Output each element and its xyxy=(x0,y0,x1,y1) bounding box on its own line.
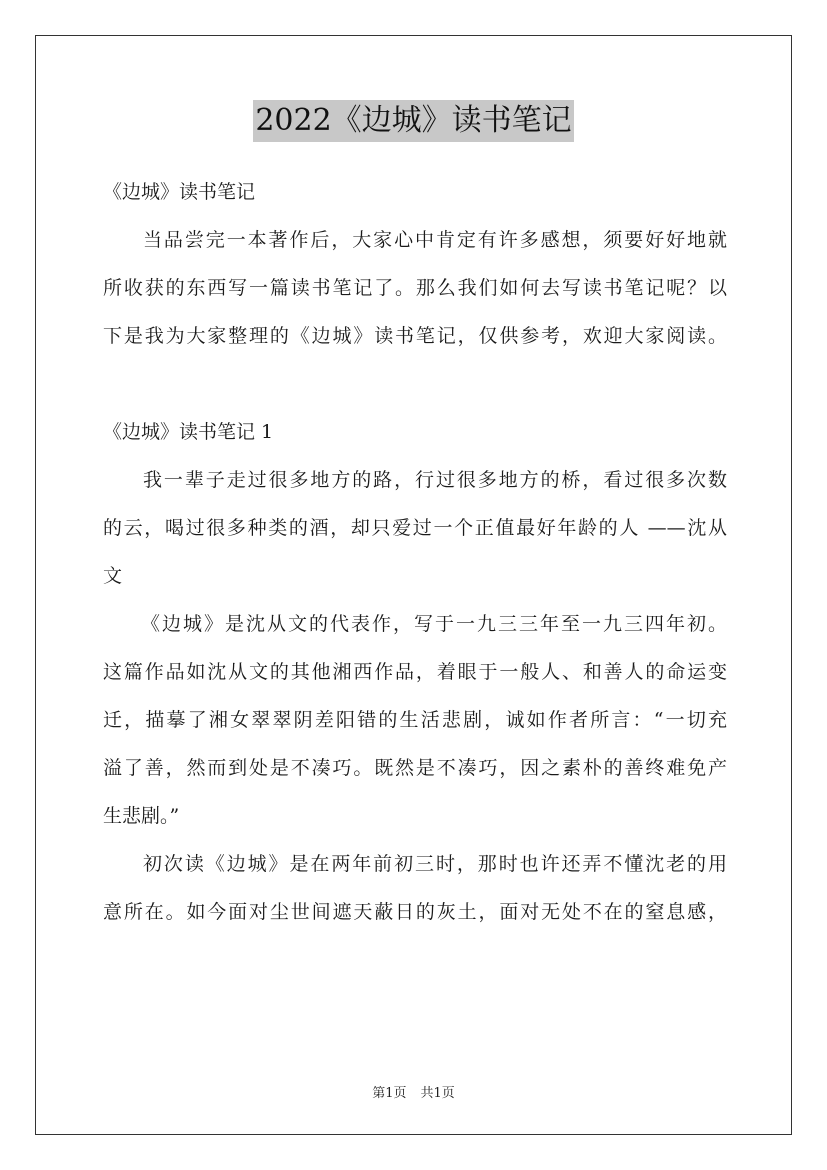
paragraph-gap xyxy=(103,360,727,408)
paragraph-line: 迁，描摹了湘女翠翠阴差阳错的生活悲剧，诚如作者所言：“一切充 xyxy=(103,709,727,731)
intro-line: 所收获的东西写一篇读书笔记了。那么我们如何去写读书笔记呢？以 xyxy=(103,277,727,299)
paragraph-line: 初次读《边城》是在两年前初三时，那时也许还弄不懂沈老的用 xyxy=(143,853,727,875)
intro-line: 下是我为大家整理的《边城》读书笔记，仅供参考，欢迎大家阅读。 xyxy=(103,325,727,347)
subtitle: 《边城》读书笔记 xyxy=(103,181,256,203)
paragraph-line: 生悲剧。” xyxy=(103,805,180,827)
document-body xyxy=(103,168,727,936)
paragraph-line: 《边城》是沈从文的代表作，写于一九三三年至一九三四年初。 xyxy=(141,613,727,635)
paragraph-line: 溢了善，然而到处是不凑巧。既然是不凑巧，因之素朴的善终难免产 xyxy=(103,757,727,779)
paragraph-line: 意所在。如今面对尘世间遮天蔽日的灰土，面对无处不在的窒息感， xyxy=(103,901,727,923)
section-heading: 《边城》读书笔记 1 xyxy=(103,421,274,443)
page-number: 第1页 xyxy=(372,1086,407,1101)
paragraph-line: 这篇作品如沈从文的其他湘西作品，着眼于一般人、和善人的命运变 xyxy=(103,661,727,683)
paragraph-line: 我一辈子走过很多地方的路，行过很多地方的桥，看过很多次数 xyxy=(143,469,727,491)
intro-line: 当品尝完一本著作后，大家心中肯定有许多感想，须要好好地就 xyxy=(143,229,727,251)
page-footer xyxy=(0,1082,827,1101)
paragraph-line: 文 xyxy=(103,565,123,587)
page-total: 共1页 xyxy=(420,1086,455,1101)
title-wrap xyxy=(0,100,827,142)
document-title: 2022《边城》读书笔记 xyxy=(253,100,573,142)
paragraph-line: 的云，喝过很多种类的酒，却只爱过一个正值最好年龄的人 ——沈从 xyxy=(103,517,727,539)
